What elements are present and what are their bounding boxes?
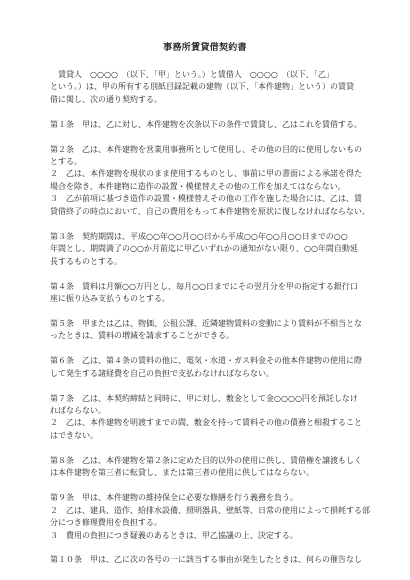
article-8 bbox=[50, 455, 372, 480]
article-10 bbox=[50, 554, 372, 566]
article-1 bbox=[50, 119, 372, 131]
article-3-line: 第３条 契約期間は、平成○○年○○月○○日から平成○○年○○月○○日までの○○ bbox=[50, 231, 348, 241]
article-7-clause-1-line: 第７条 乙は、本契約締結と同時に、甲に対し、敷金として金○○○○円を預託しなけ bbox=[50, 393, 358, 403]
article-4-line: 第４条 賃料は月額○○万円とし、毎月○○日までにその翌月分を甲の指定する銀行口 bbox=[50, 281, 358, 291]
article-2-clause-3-line: ３ 乙が前項に基づき造作の設置・模様替えその他の工作を施した場合には、乙は、賃 bbox=[50, 194, 362, 204]
article-9-clause-3-line: ３ 費用の負担につき疑義のあるときは、甲乙協議の上、決定する。 bbox=[50, 530, 298, 540]
article-3-line: 年間とし、期間満了の○○か月前迄に甲乙いずれかの通知がない限り、○○年間自動延 bbox=[50, 244, 358, 254]
article-6-line: 第６条 乙は、第４条の賃料の他に、電気・水道・ガス料金その他本件建物の使用に際 bbox=[50, 356, 362, 366]
article-6 bbox=[50, 355, 372, 380]
article-7-clause-2-line: はできない。 bbox=[50, 430, 98, 440]
article-2-clause-1-line: とする。 bbox=[50, 156, 82, 166]
article-2-clause-2-line: ２ 乙は、本件建物を現状のまま使用するものとし、事前に甲の書面による承諾を得た bbox=[50, 169, 362, 179]
article-2-clause-2-line: 場合を除き、本件建物に造作の設置・模様替えその他の工作を加えてはならない。 bbox=[50, 181, 346, 191]
article-7-clause-1-line: ればならない。 bbox=[50, 406, 106, 416]
article-3-line: 長するものとする。 bbox=[50, 256, 122, 266]
preamble-line: 借に関し、次の通り契約する。 bbox=[50, 94, 162, 104]
article-10-line: 第１０条 甲は、乙に次の各号の一に該当する事由が発生したときは、何らの催告なし bbox=[50, 555, 362, 565]
article-7 bbox=[50, 393, 372, 443]
article-9-clause-1-line: 第９条 甲は、本件建物の維持保全に必要な修繕を行う義務を負う。 bbox=[50, 493, 298, 503]
preamble bbox=[50, 69, 372, 106]
article-3 bbox=[50, 231, 372, 268]
article-2-clause-3-line: 貸借終了の時点において、自己の費用をもって本件建物を原状に復しなければならない。 bbox=[50, 206, 370, 216]
article-9-clause-2-line: ２ 乙は、建具、造作、給排水設備、照明器具、壁紙等、日常の使用によって損耗する部 bbox=[50, 505, 370, 515]
article-4-line: 座に振り込み支払うものとする。 bbox=[50, 293, 170, 303]
article-1-line: 第１条 甲は、乙に対し、本件建物を次条以下の条件で賃貸し、乙はこれを賃借する。 bbox=[50, 119, 362, 129]
article-8-line: は本件建物を第三者に転貸し、または第三者の使用に供してはならない。 bbox=[50, 468, 314, 478]
article-5-line: 第５条 甲または乙は、物価、公租公課、近隣建物賃料の変動により賃料が不相当とな bbox=[50, 318, 362, 328]
article-9-clause-2-line: 分につき修理費用を負担する。 bbox=[50, 518, 162, 528]
article-5 bbox=[50, 318, 372, 343]
article-4 bbox=[50, 281, 372, 306]
article-6-line: して発生する諸経費を自己の負担で支払わなければならない。 bbox=[50, 368, 274, 378]
document-body bbox=[50, 69, 372, 567]
article-8-line: 第８条 乙は、本件建物を第２条に定めた目的以外の使用に供し、賃借権を譲渡もしく bbox=[50, 455, 362, 465]
article-2 bbox=[50, 144, 372, 219]
preamble-line: 賃貸人 ○○○○ （以下、「甲」という。）と賃借人 ○○○○ （以下、「乙」 bbox=[58, 69, 334, 79]
article-2-clause-1-line: 第２条 乙は、本件建物を営業用事務所として使用し、その他の目的に使用しないもの bbox=[50, 144, 362, 154]
preamble-line: という。）は、甲の所有する別紙目録記載の建物（以下、「本件建物」という）の賃貸 bbox=[50, 82, 354, 92]
article-5-line: ったときは、賃料の増減を請求することができる。 bbox=[50, 331, 234, 341]
article-9 bbox=[50, 492, 372, 542]
article-7-clause-2-line: ２ 乙は、本件建物を明渡すまでの間、敷金を持って賃料その他の債務と相殺すること bbox=[50, 418, 362, 428]
document-title: 事務所賃貸借契約書 bbox=[163, 43, 247, 53]
